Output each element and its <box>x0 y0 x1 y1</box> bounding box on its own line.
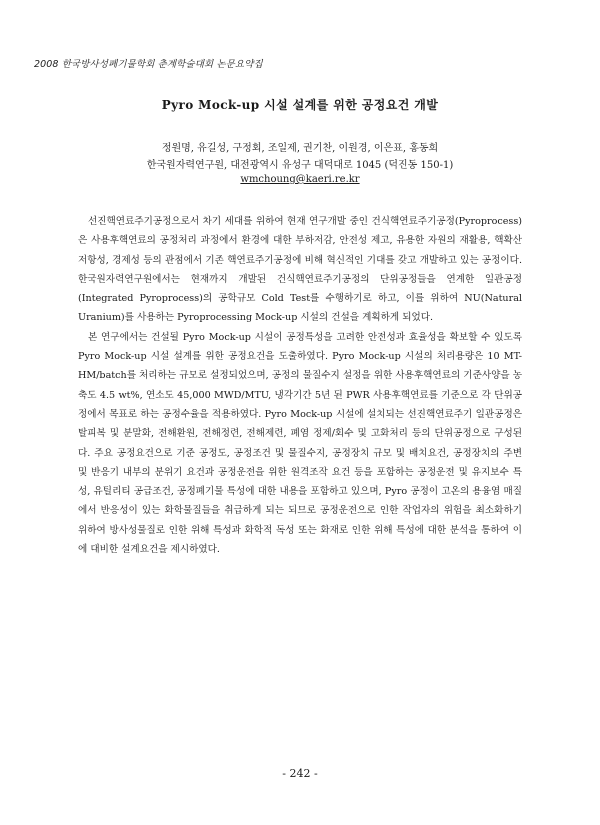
paper-title: Pyro Mock-up 시설 설계를 위한 공정요건 개발 <box>161 98 439 112</box>
affiliation: 한국원자력연구원, 대전광역시 유성구 대덕대로 1045 (덕진동 150-1) <box>146 160 454 171</box>
abstract-body <box>78 212 522 559</box>
email-address: wmchoung@kaeri.re.kr <box>240 174 360 185</box>
page-number: - 242 - <box>282 767 318 780</box>
email-line <box>0 174 600 185</box>
abstract-paragraph-2: 본 연구에서는 건설될 Pyro Mock-up 시설이 공정특성을 고려한 안전성과 효율성을 확보할 수 있도록 Pyro Mock-up 시설 설계를 위한 공정요건을 도출하였다. Pyro Mock-up 시설의 처리용량은 10 MT-HM/batch를 처리하는 규모로 설정되었으며, 공정의 물질수지 설정을 위한 사용후핵연료의 기준사양을 농축도 4.5 wt%, 연소도 45,000 MWD/MTU, 냉각기간 5년 된 PWR 사용후핵연료를 기준으로 각 단위공정에서 목표로 하는 공정수율을 적용하였다. Pyro Mock-up 시설에 설치되는 선진핵연료주기 일관공정은 탈피복 및 분말화, 전해환원, 전해정련, 전해제련, 폐염 정제/회수 및 고화처리 등의 단위공정으로 구성된다. 주요 공정요건으로 기준 공정도, 공정조건 및 물질수지, 공정장치 규모 및 배치요건, 공정장치의 주변 및 반응기 내부의 분위기 요건과 공정운전을 위한 원격조작 요건 등을 포함하는 공정운전 및 유지보수 특성, 유틸리티 공급조건, 공정폐기물 특성에 대한 내용을 포함하고 있으며, Pyro 공정이 고온의 용융염 매질에서 반응성이 있는 화학물질들을 취급하게 되는 되므로 공정운전으로 인한 작업자의 위험을 최소화하기 위하여 방사성물질로 인한 위해 특성과 화학적 독성 또는 화재로 인한 위해 특성에 대한 분석을 통하여 이에 대비한 설계요건을 제시하였다. <box>78 331 522 556</box>
abstract-paragraph-1: 선진핵연료주기공정으로서 차기 세대를 위하여 현재 연구개발 중인 건식핵연료주기공정(Pyroprocess)은 사용후핵연료의 공정처리 과정에서 환경에 대한 부하저감, 안전성 제고, 유용한 자원의 재활용, 핵확산저항성, 경제성 등의 관점에서 기존 핵연료주기공정에 비해 혁신적인 기대를 갖고 개발하고 있는 공정이다. 한국원자력연구원에서는 현재까지 개발된 건식핵연료주기공정의 단위공정들을 연계한 일관공정(Integrated Pyroprocess)의 공학규모 Cold Test를 수행하기로 하고, 이를 위하여 NU(Natural Uranium)를 사용하는 Pyroprocessing Mock-up 시설의 건설을 계획하게 되었다. <box>78 216 522 324</box>
running-header: 2008 한국방사성폐기물학회 춘계학술대회 논문요약집 <box>34 59 263 70</box>
author-list: 정원명, 유길성, 구정회, 조일제, 권기찬, 이원경, 이은표, 홍동희 <box>161 143 439 154</box>
